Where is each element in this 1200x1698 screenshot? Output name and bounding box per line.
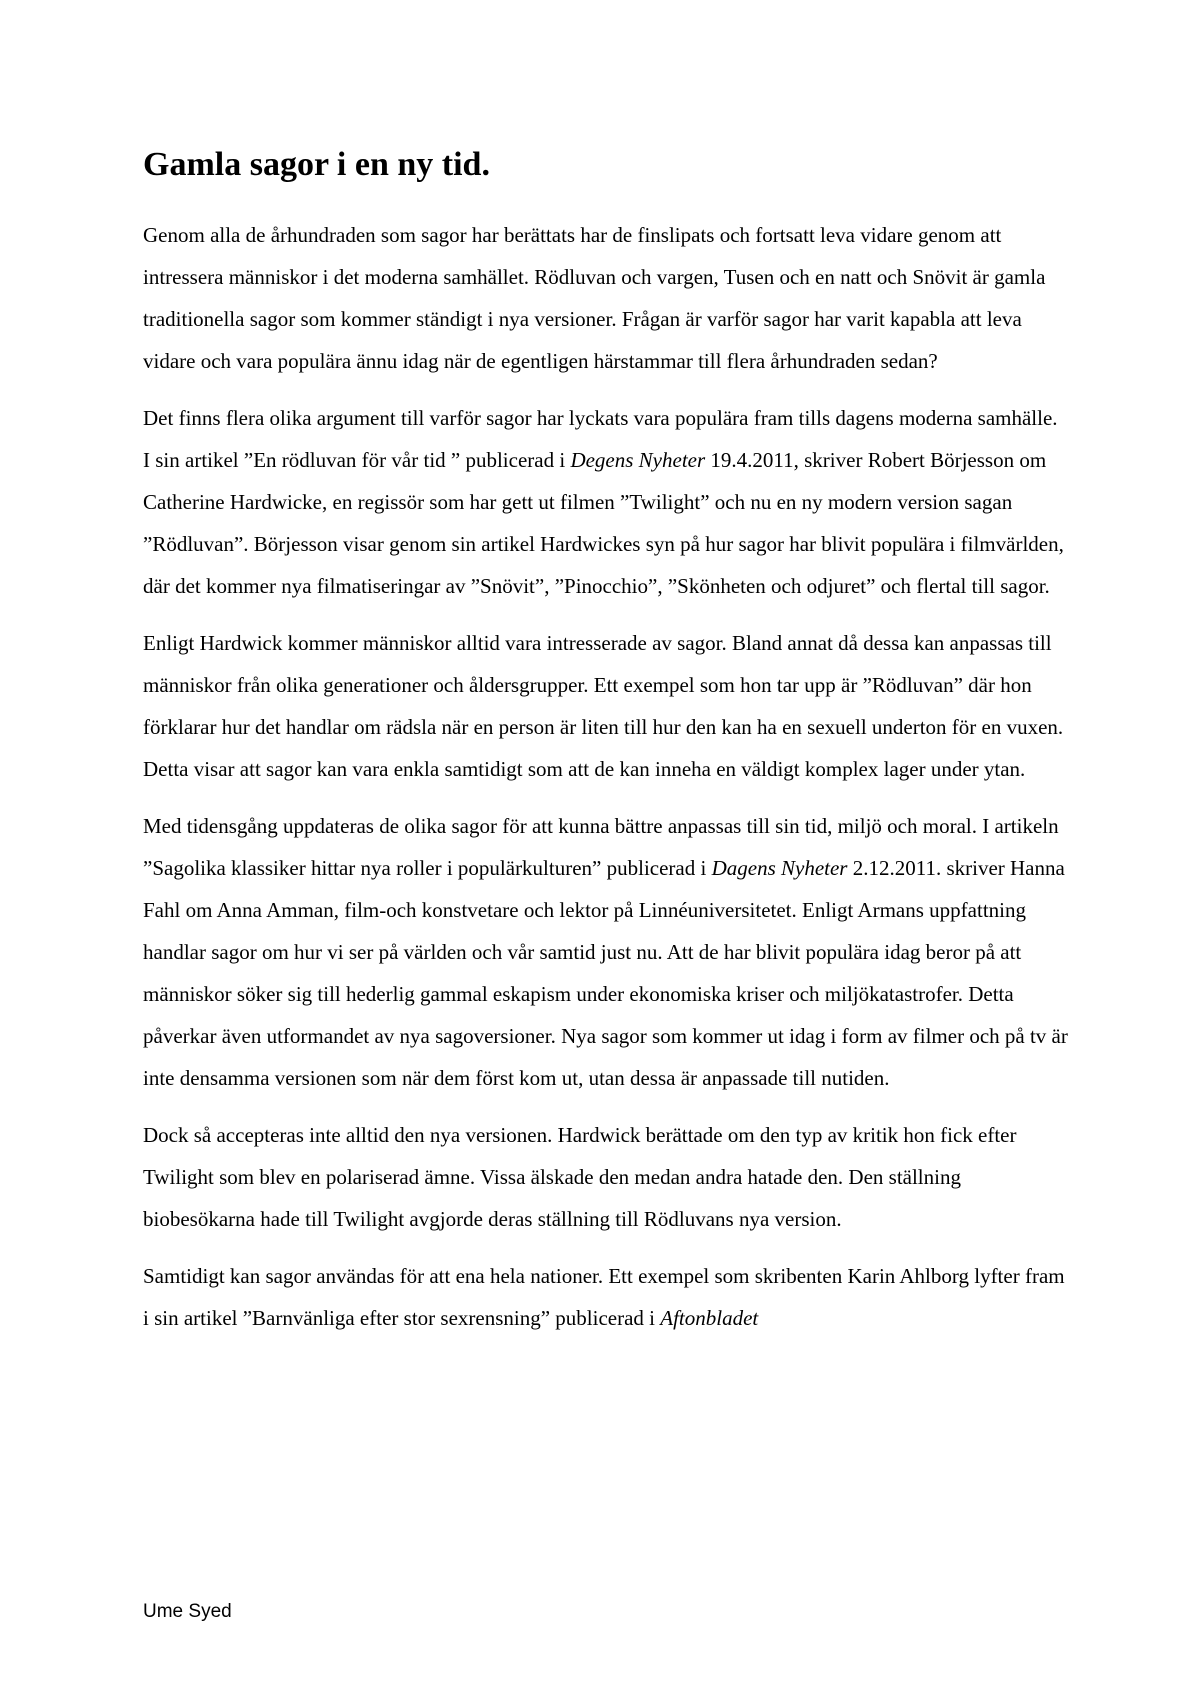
paragraph-1: Genom alla de århundraden som sagor har berättats har de finslipats och fortsatt leva vidare genom att intressera människor i det moderna samhället. Rödluvan och vargen, Tusen och en natt och Snövit är gamla traditionella sagor som kommer ständigt i nya versioner. Frågan är varför sagor har varit kapabla att leva vidare och vara populära ännu idag när de egentligen härstammar till flera århundraden sedan? bbox=[143, 222, 1046, 373]
paragraph-2-source: Degens Nyheter bbox=[570, 447, 706, 472]
paragraph-6-text-a: Samtidigt kan sagor användas för att ena hela nationer. Ett exempel som skribenten Karin Ahlborg lyfter fram i sin artikel ”Barnvänliga efter stor sexrensning” publicerad i bbox=[143, 1263, 1065, 1330]
paragraph-4-source: Dagens Nyheter bbox=[711, 855, 848, 880]
paragraph-4 bbox=[143, 805, 1068, 1099]
document-body bbox=[143, 145, 1068, 1354]
paragraph-2-text-b: 19.4.2011, skriver Robert Börjesson om Catherine Hardwicke, en regissör som har gett ut filmen ”Twilight” och nu en ny modern version sagan ”Rödluvan”. Börjesson visar genom sin artikel Hardwickes syn på hur sagor har blivit populära i filmvärlden, där det kommer nya filmatiseringar av ”Snövit”, ”Pinocchio”, ”Skönheten och odjuret” och flertal till sagor. bbox=[143, 447, 1064, 598]
paragraph-6-source: Aftonbladet bbox=[660, 1305, 759, 1330]
page-title: Gamla sagor i en ny tid. bbox=[143, 146, 490, 183]
paragraph-5: Dock så accepteras inte alltid den nya versionen. Hardwick berättade om den typ av kritik hon fick efter Twilight som blev en polariserad ämne. Vissa älskade den medan andra hatade den. Den ställning biobesökarna hade till Twilight avgjorde deras ställning till Rödluvans nya version. bbox=[143, 1122, 1017, 1231]
paragraph-6 bbox=[143, 1255, 1068, 1339]
paragraph-3: Enligt Hardwick kommer människor alltid vara intresserade av sagor. Bland annat då dessa kan anpassas till människor från olika generationer och åldersgrupper. Ett exempel som hon tar upp är ”Rödluvan” där hon förklarar hur det handlar om rädsla när en person är liten till hur den kan ha en sexuell underton för en vuxen. Detta visar att sagor kan vara enkla samtidigt som att de kan inneha en väldigt komplex lager under ytan. bbox=[143, 630, 1064, 781]
paragraph-4-text-b: 2.12.2011. skriver Hanna Fahl om Anna Amman, film-och konstvetare och lektor på Linnéuniversitetet. Enligt Armans uppfattning handlar sagor om hur vi ser på världen och vår samtid just nu. Att de har blivit populära idag beror på att människor söker sig till hederlig gammal eskapism under ekonomiska kriser och miljökatastrofer. Detta påverkar även utformandet av nya sagoversioner. Nya sagor som kommer ut idag i form av filmer och på tv är inte densamma versionen som när dem först kom ut, utan dessa är anpassade till nutiden. bbox=[143, 855, 1068, 1090]
footer-author: Ume Syed bbox=[143, 1601, 232, 1622]
paragraph-2 bbox=[143, 397, 1068, 607]
paragraph-2-text-a: Det finns flera olika argument till varför sagor har lyckats vara populära fram tills dagens moderna samhälle. I sin artikel ”En rödluvan för vår tid ” publicerad i bbox=[143, 405, 1058, 472]
paragraph-4-text-a: Med tidensgång uppdateras de olika sagor för att kunna bättre anpassas till sin tid, miljö och moral. I artikeln ”Sagolika klassiker hittar nya roller i populärkulturen” publicerad i bbox=[143, 813, 1059, 880]
